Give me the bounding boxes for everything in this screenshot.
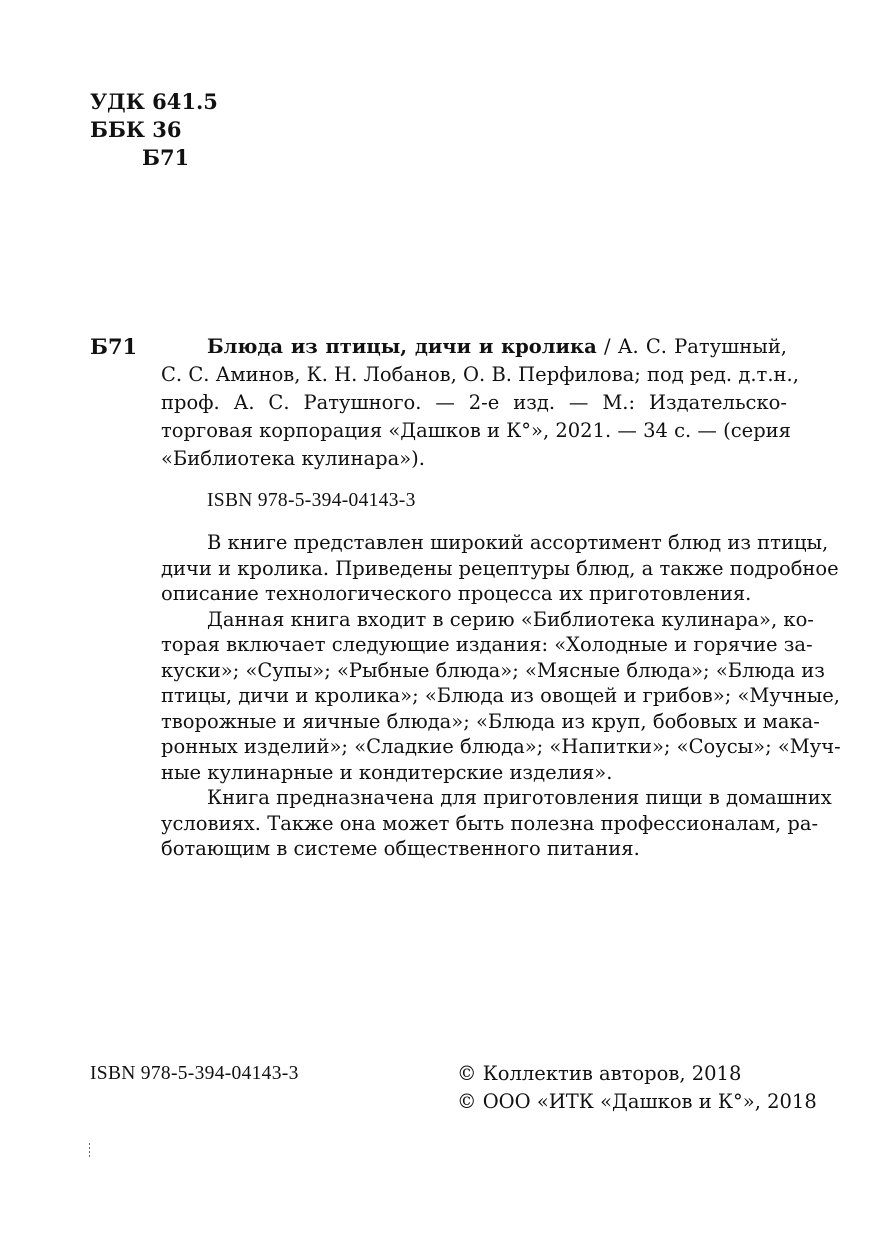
annotation-line: ботающим в системе общественного питания. [161,837,640,860]
udk-code: УДК 641.5 [90,89,218,114]
annotation-line: дичи и кролика. Приведены рецептуры блюд, а также подробное [161,556,839,580]
annotation-line: Книга предназначена для приготовления пищи в домашних [207,786,832,809]
annotation-line: ные кулинарные и кондитерские изделия». [161,760,613,784]
annotation-line: В книге представлен широкий ассортимент блюд из птицы, [207,531,829,554]
annotation-line: условиях. Также она может быть полезна профессионалам, ра- [161,811,819,835]
entry-line: проф. А. С. Ратушного. — 2-е изд. — М.: Издательско- [161,391,787,414]
copyright-publisher: © ООО «ИТК «Дашков и К°», 2018 [457,1090,817,1113]
entry-isbn: ISBN 978-5-394-04143-3 [207,490,416,511]
annotation-line: куски»; «Супы»; «Рыбные блюда»; «Мясные блюда»; «Блюда из [161,658,825,682]
bbk-code: ББК 36 [90,117,182,142]
annotation-line: торая включает следующие издания: «Холодные и горячие за- [161,633,813,656]
annotation-line: творожные и яичные блюда»; «Блюда из круп, бобовых и мака- [161,709,820,733]
classification-block [90,88,218,172]
entry-line: С. С. Аминов, К. Н. Лобанов, О. В. Перфилова; под ред. д.т.н., [161,363,799,386]
annotation-line: ронных изделий»; «Сладкие блюда»; «Напитки»; «Соусы»; «Муч- [161,735,841,758]
entry-line-1 [161,333,787,361]
copyright-authors: © Коллектив авторов, 2018 [457,1062,742,1085]
copyright-block [457,1060,817,1116]
author-mark: Б71 [142,145,190,170]
bibliographic-entry [161,333,799,473]
entry-line-1-rest: / А. С. Ратушный, [603,335,788,358]
annotation-line: птицы, дичи и кролика»; «Блюда из овощей и грибов»; «Мучные, [161,684,841,707]
entry-author-mark: Б71 [90,334,138,359]
page-edge-mark [89,1143,90,1157]
entry-line: «Библиотека кулинара»). [161,447,425,470]
footer-isbn: ISBN 978-5-394-04143-3 [90,1063,299,1084]
book-title: Блюда из птицы, дичи и кролика [207,335,597,358]
entry-line: торговая корпорация «Дашков и К°», 2021. — 34 с. — (серия [161,419,791,442]
annotation-line: описание технологического процесса их приготовления. [161,582,752,605]
annotation-text [161,530,841,862]
annotation-line: Данная книга входит в серию «Библиотека кулинара», ко- [207,607,814,631]
